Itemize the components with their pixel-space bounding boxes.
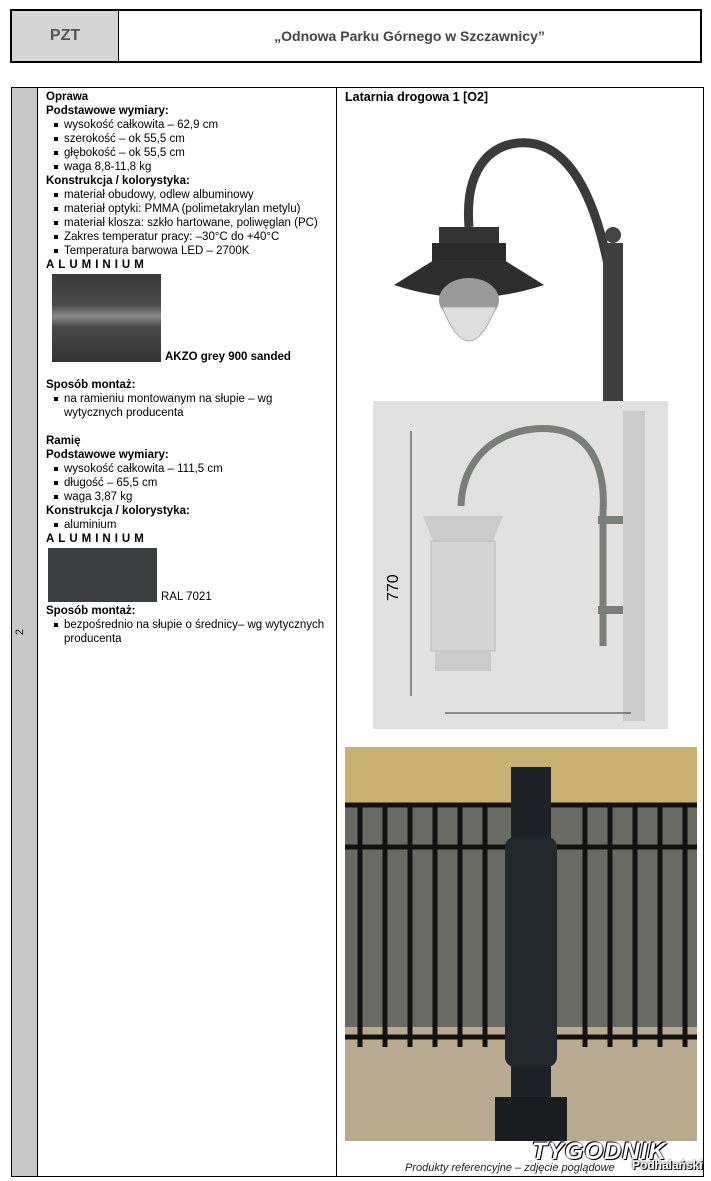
oprawa-dims-title: Podstawowe wymiary: <box>46 105 169 117</box>
list-item: wysokość całkowita – 111,5 cm <box>64 462 332 476</box>
dimension-height: 770 <box>385 574 402 601</box>
photo-caption: Produkty referencyjne – zdjęcie poglądowe <box>405 1162 615 1174</box>
oprawa-title: Oprawa <box>46 91 89 103</box>
list-item: materiał klosza: szkło hartowane, poliwęglan (PC) <box>64 216 332 230</box>
oprawa-construction-list <box>46 188 332 258</box>
oprawa-material: ALUMINIUM <box>46 259 148 271</box>
spec-text-column <box>46 90 332 646</box>
list-item: waga 3,87 kg <box>64 490 332 504</box>
ramie-construction-list <box>46 518 332 532</box>
ramie-color-swatch-row <box>46 548 332 602</box>
oprawa-mount-list <box>46 392 332 420</box>
list-item: materiał optyki: PMMA (polimetakrylan metylu) <box>64 202 332 216</box>
ramie-mount-title: Sposób montaż: <box>46 605 136 617</box>
lamp-photo <box>394 135 644 425</box>
ramie-mount-list <box>46 618 332 646</box>
arm-dimension-drawing <box>373 401 668 729</box>
list-item: waga 8,8-11,8 kg <box>64 160 332 174</box>
document-header <box>10 9 702 63</box>
ramie-dims-title: Podstawowe wymiary: <box>46 449 169 461</box>
ramie-construction-title: Konstrukcja / kolorystyka: <box>46 505 190 517</box>
row-number: 2 <box>14 628 27 636</box>
list-item: głębokość – ok 55,5 cm <box>64 146 332 160</box>
column-divider <box>336 88 337 1176</box>
ramie-material: ALUMINIUM <box>46 533 148 545</box>
list-item: materiał obudowy, odlew albuminowy <box>64 188 332 202</box>
oprawa-mount-title: Sposób montaż: <box>46 379 136 391</box>
row-number-column <box>12 88 38 1176</box>
list-item: wysokość całkowita – 62,9 cm <box>64 118 332 132</box>
watermark-logo-sub: Podhalański <box>632 1158 703 1172</box>
list-item: długość – 65,5 cm <box>64 476 332 490</box>
spec-table <box>11 87 704 1177</box>
oprawa-color-swatch <box>52 274 161 362</box>
ramie-color-swatch <box>48 548 157 602</box>
list-item: bezpośrednio na słupie o średnicy– wg wytycznych producenta <box>64 618 332 646</box>
oprawa-color-swatch-row <box>46 274 332 362</box>
ramie-title: Ramię <box>46 435 81 447</box>
oprawa-dims-list <box>46 118 332 174</box>
list-item: Zakres temperatur pracy: –30°C do +40°C <box>64 230 332 244</box>
watermark-logo: TYGODNIK <box>532 1138 667 1165</box>
ramie-swatch-label: RAL 7021 <box>161 591 212 603</box>
product-title: Latarnia drogowa 1 [O2] <box>345 90 489 104</box>
header-code: PZT <box>12 11 119 61</box>
list-item: szerokość – ok 55,5 cm <box>64 132 332 146</box>
reference-photo <box>345 747 697 1141</box>
oprawa-swatch-label: AKZO grey 900 sanded <box>165 351 291 363</box>
header-title: „Odnowa Parku Górnego w Szczawnicy” <box>274 28 545 44</box>
list-item: aluminium <box>64 518 332 532</box>
oprawa-construction-title: Konstrukcja / kolorystyka: <box>46 175 190 187</box>
list-item: Temperatura barwowa LED – 2700K <box>64 244 332 258</box>
list-item: na ramieniu montowanym na słupie – wg wytycznych producenta <box>64 392 332 420</box>
ramie-dims-list <box>46 462 332 504</box>
